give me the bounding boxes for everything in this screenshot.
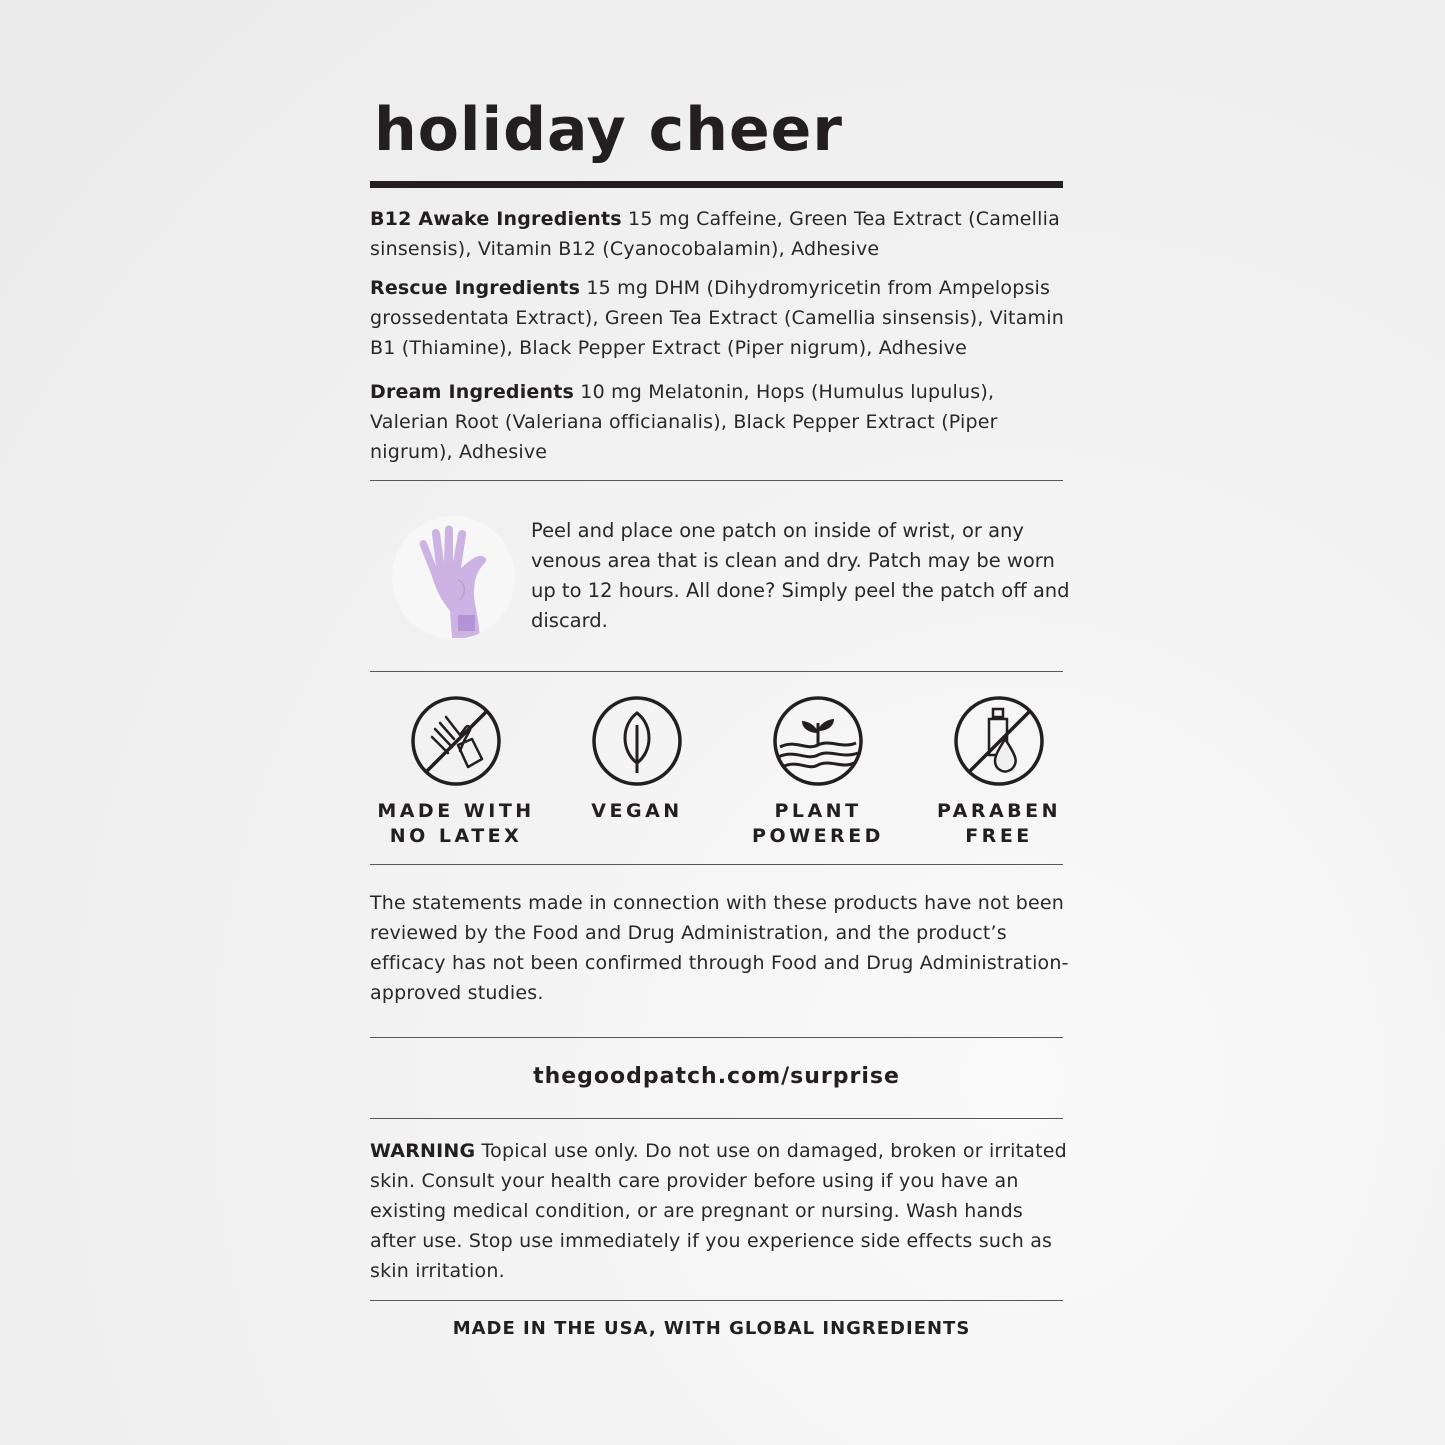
- ingredients-dream: [370, 377, 1060, 467]
- divider: [370, 1118, 1063, 1119]
- warning-body: Topical use only. Do not use on damaged, broken or irritated skin. Consult your health care provider before using if you have an existing medical condition, or are pregnant or nursing. Wash hands after use. Stop use immediately if you experience side effects such as skin irritation.: [370, 1140, 1067, 1282]
- ingredients-rescue-text: 15 mg DHM (Dihydromyricetin from Ampelopsis grossedentata Extract), Green Tea Extract (Camellia sinsensis), Vitamin B1 (Thiamine), Black Pepper Extract (Piper nigrum), Adhesive: [370, 277, 1064, 359]
- badge-paraben-free: [909, 695, 1089, 849]
- sprout-icon: [772, 695, 864, 787]
- ingredients-dream-label: Dream Ingredients: [370, 381, 575, 403]
- no-latex-icon: [410, 695, 502, 787]
- ingredients-b12-label: B12 Awake Ingredients: [370, 208, 622, 230]
- ingredients-b12: [370, 204, 1070, 264]
- leaf-icon: [591, 695, 683, 787]
- ingredients-rescue: [370, 273, 1082, 363]
- fda-disclaimer: The statements made in connection with these products have not been reviewed by the Food and Drug Administration, and the product’s efficacy has not been confirmed through Food and Drug Administration-approved studies.: [370, 892, 1069, 1004]
- website-url: thegoodpatch.com/surprise: [533, 1064, 900, 1089]
- divider: [370, 480, 1063, 481]
- title-divider: [370, 181, 1063, 188]
- ingredients-dream-text: 10 mg Melatonin, Hops (Humulus lupulus), Valerian Root (Valeriana officianalis), Black Pepper Extract (Piper nigrum), Adhesive: [370, 381, 998, 463]
- divider: [370, 1300, 1063, 1301]
- ingredients-b12-text: 15 mg Caffeine, Green Tea Extract (Camellia sinsensis), Vitamin B12 (Cyanocobalamin), Adhesive: [370, 208, 1060, 260]
- divider: [370, 671, 1063, 672]
- warning-label: WARNING: [370, 1140, 476, 1162]
- hand-wrist-icon: [392, 516, 515, 639]
- badge-no-latex: [366, 695, 546, 849]
- badge-no-latex-label: MADE WITH NO LATEX: [377, 800, 535, 847]
- badge-vegan: [547, 695, 727, 824]
- badge-vegan-label: VEGAN: [591, 800, 683, 822]
- product-title: holiday cheer: [374, 95, 843, 165]
- ingredients-rescue-label: Rescue Ingredients: [370, 277, 581, 299]
- divider: [370, 1037, 1063, 1038]
- badge-plant-powered-label: PLANT POWERED: [752, 800, 884, 847]
- badge-plant-powered: [728, 695, 908, 849]
- divider: [370, 864, 1063, 865]
- no-paraben-icon: [953, 695, 1045, 787]
- badge-paraben-free-label: PARABEN FREE: [936, 800, 1062, 847]
- warning-text: [370, 1136, 1070, 1286]
- application-instructions: Peel and place one patch on inside of wrist, or any venous area that is clean and dry. Patch may be worn up to 12 hours. All done? Simply peel the patch off and discard.: [531, 519, 1070, 632]
- origin-statement: MADE IN THE USA, WITH GLOBAL INGREDIENTS: [452, 1318, 971, 1339]
